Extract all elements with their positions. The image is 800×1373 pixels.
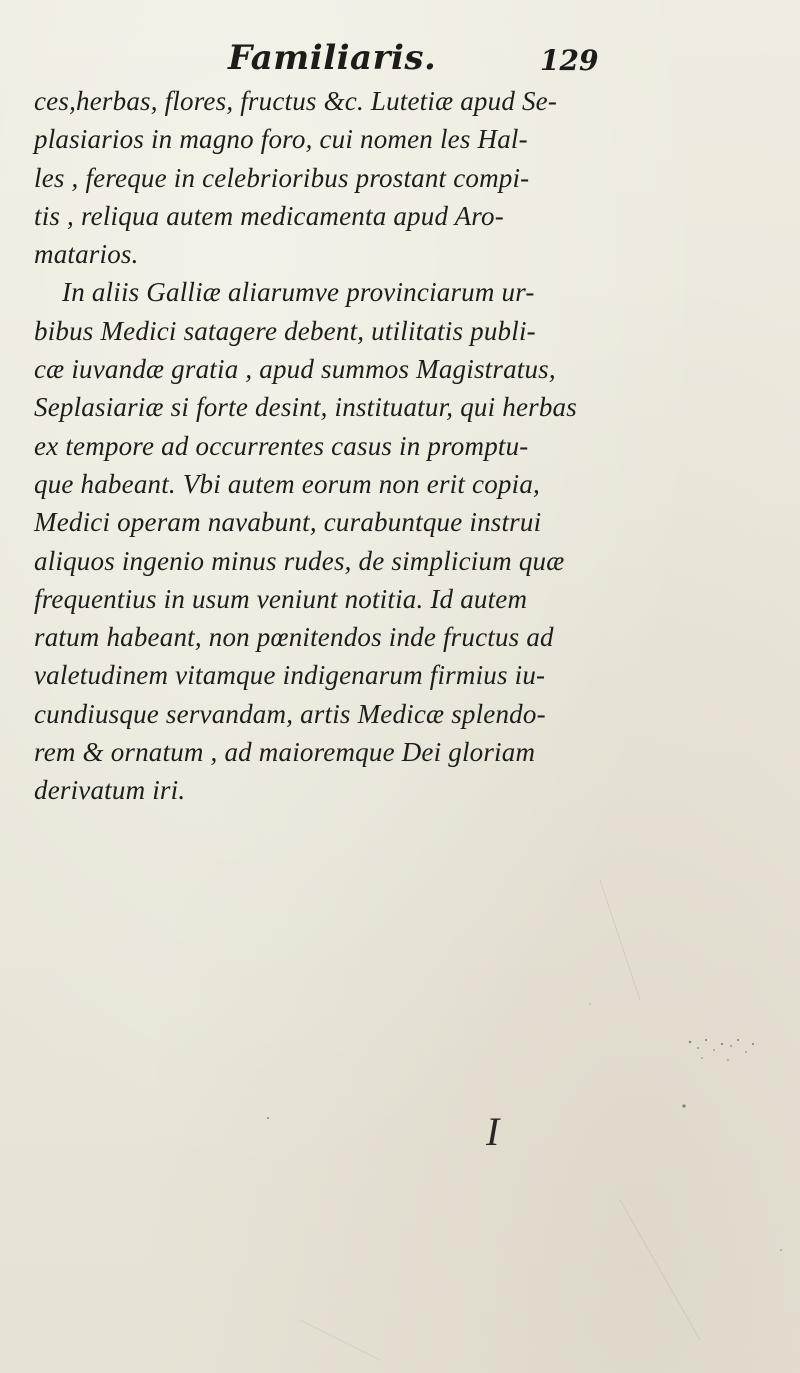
text-line: ratum habeant, non pœnitendos inde fructus ad (34, 622, 554, 653)
text-line: matarios. (34, 239, 139, 270)
text-line: aliquos ingenio minus rudes, de simplicium quæ (34, 545, 565, 576)
text-line: Medici operam navabunt, curabuntque instrui (34, 507, 542, 538)
text-line: que habeant. Vbi autem eorum non erit copia, (34, 468, 540, 499)
text-line: cæ iuvandæ gratia , apud summos Magistratus, (34, 354, 556, 385)
text-line: tis , reliqua autem medicamenta apud Aro- (34, 200, 504, 231)
running-head: Familiaris. (228, 38, 437, 78)
text-line: les , fereque in celebrioribus prostant compi- (34, 162, 530, 193)
text-line: plasiarios in magno foro, cui nomen les Hal- (34, 124, 528, 155)
page-number: 129 (540, 44, 599, 77)
text-line: ces,herbas, flores, fructus &c. Lutetiæ apud Se- (34, 86, 558, 116)
text-line: rem & ornatum , ad maioremque Dei gloriam (34, 737, 536, 768)
text-line: Seplasiariæ si forte desint, instituatur, qui herbas (34, 392, 577, 423)
text-line: ex tempore ad occurrentes casus in promptu- (34, 430, 529, 461)
text-line: frequentius in usum veniunt notitia. Id autem (34, 583, 528, 614)
catchword: I (486, 1109, 500, 1154)
text-line: bibus Medici satagere debent, utilitatis publi- (34, 315, 536, 346)
text-line: In aliis Galliæ aliarumve provinciarum ur- (62, 277, 535, 308)
page-header (0, 30, 800, 80)
body-text (34, 82, 634, 810)
text-line: cundiusque servandam, artis Medicæ splendo- (34, 698, 546, 729)
text-line: derivatum iri. (34, 775, 186, 806)
text-line: valetudinem vitamque indigenarum firmius iu- (34, 660, 546, 691)
